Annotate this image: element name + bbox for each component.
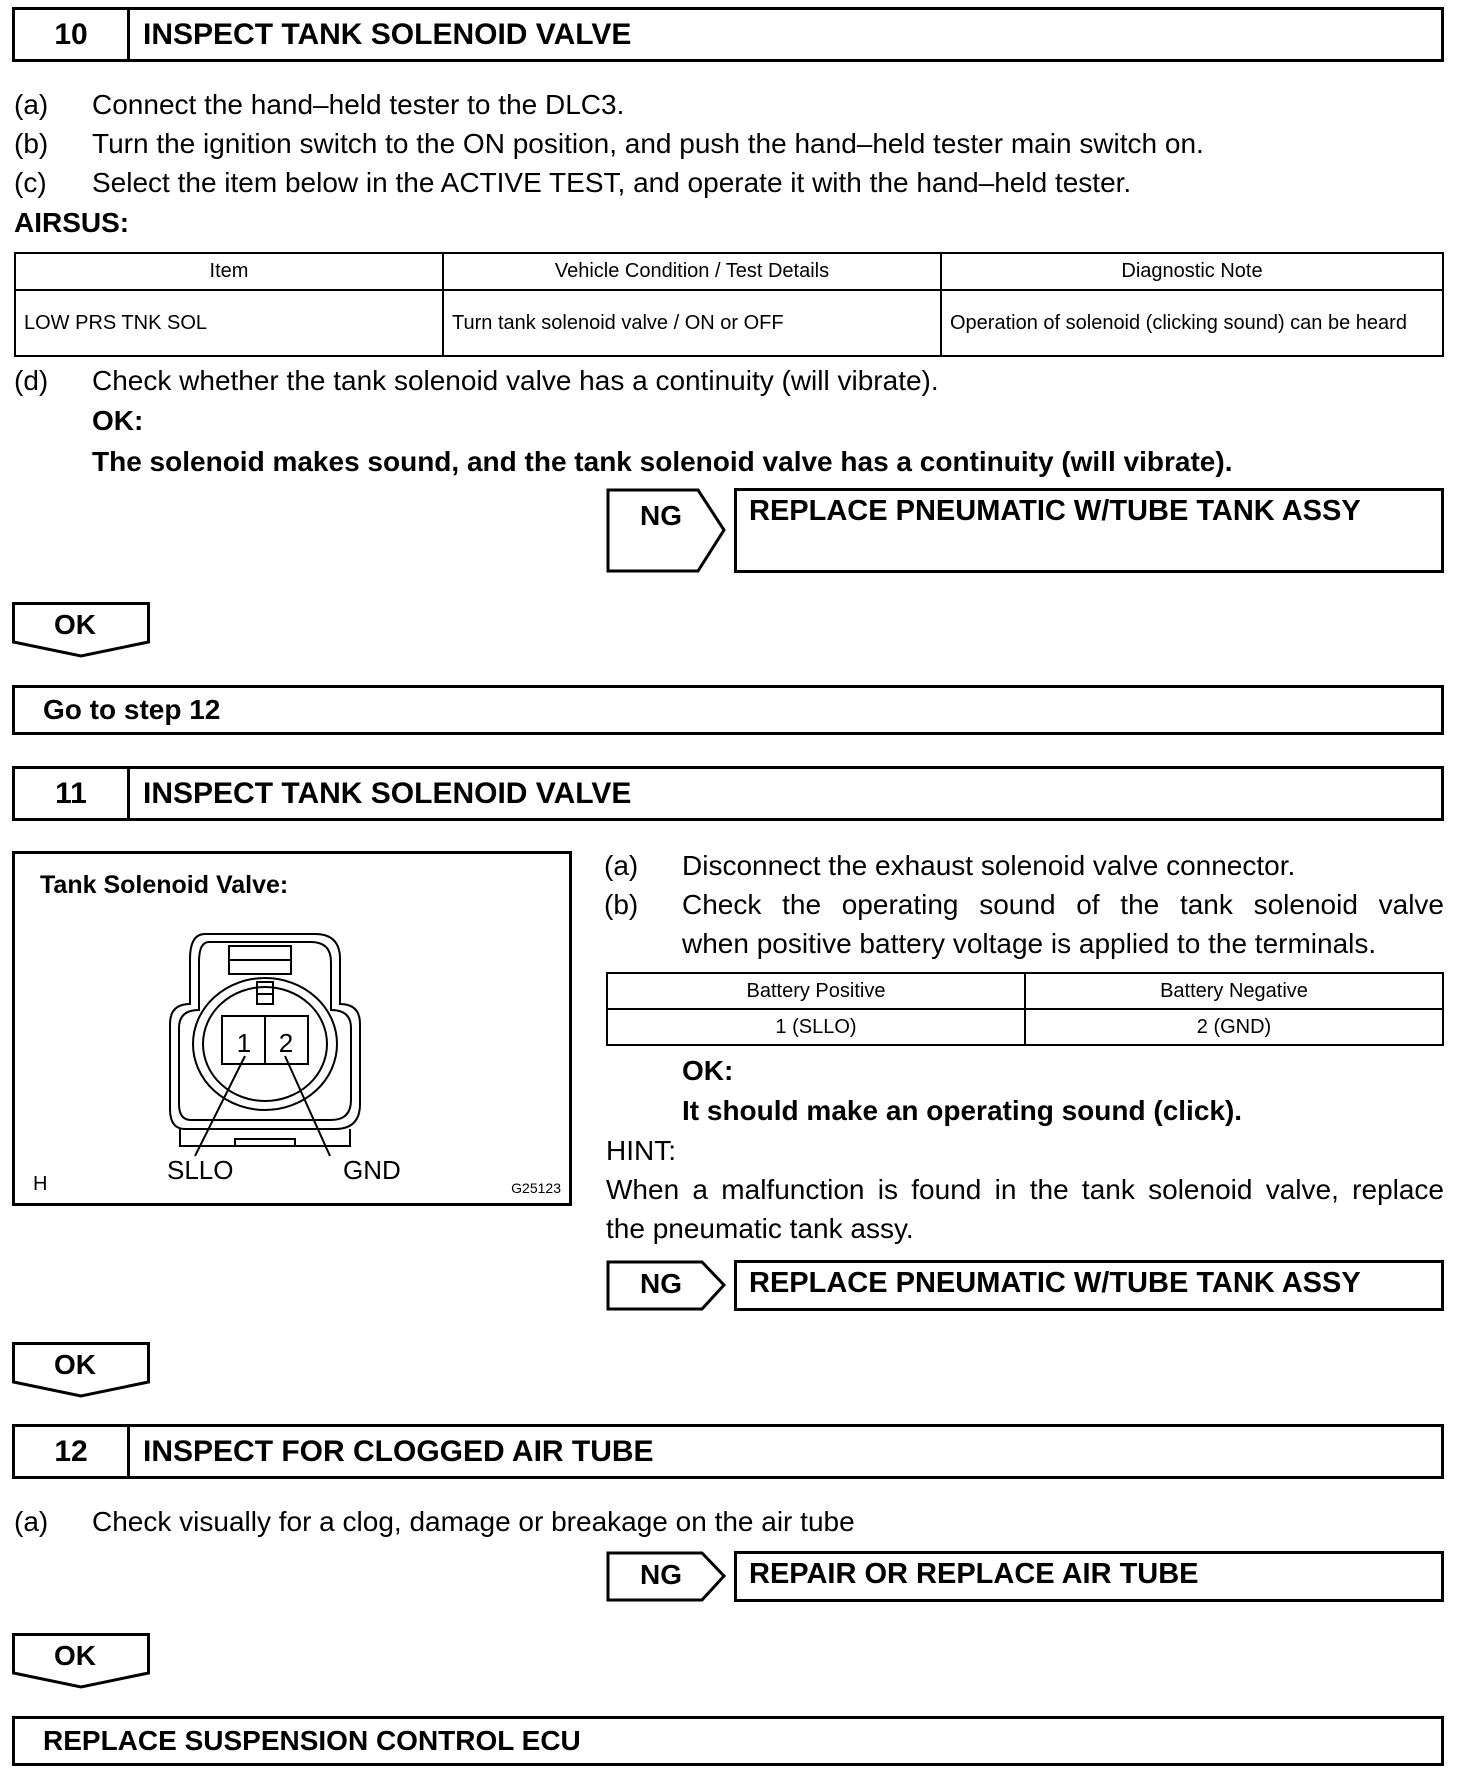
connector-figure — [12, 851, 572, 1206]
pin-2-label: 2 — [278, 1028, 294, 1058]
item-marker: (a) — [14, 1506, 49, 1537]
table-caption: AIRSUS: — [14, 207, 130, 238]
step-number: 10 — [15, 10, 130, 59]
table-cell: Turn tank solenoid valve / ON or OFF — [443, 290, 941, 356]
table-header-cell: Battery Negative — [1025, 973, 1443, 1009]
instruction-text: Select the item below in the ACTIVE TEST, and operate it with the hand–held tester. — [92, 167, 1132, 198]
ok-label: OK: — [92, 405, 144, 436]
table-cell: Operation of solenoid (clicking sound) can be heard — [941, 290, 1443, 356]
instruction-text: Connect the hand–held tester to the DLC3. — [92, 89, 625, 120]
ok-criteria: The solenoid makes sound, and the tank solenoid valve has a continuity (will vibrate). — [92, 446, 1233, 477]
step-title: INSPECT TANK SOLENOID VALVE — [143, 777, 632, 810]
instruction-text: Check the operating sound of the tank solenoid valve — [682, 889, 1444, 920]
item-marker: (a) — [604, 850, 639, 881]
step-11-header — [12, 766, 1444, 821]
final-action-text: REPLACE SUSPENSION CONTROL ECU — [43, 1725, 581, 1756]
ok-arrow-label: OK — [54, 1640, 96, 1671]
goto-box — [12, 685, 1444, 735]
figure-corner-letter: H — [33, 1173, 48, 1195]
ok-criteria: It should make an operating sound (click). — [682, 1095, 1243, 1126]
hint-text: When a malfunction is found in the tank solenoid valve, replace — [606, 1174, 1444, 1205]
instruction-text: Check whether the tank solenoid valve has a continuity (will vibrate). — [92, 365, 939, 396]
ng-action-box — [734, 1260, 1444, 1311]
gnd-label: GND — [343, 1155, 401, 1185]
connector-diagram — [165, 924, 415, 1184]
step-number: 12 — [15, 1427, 130, 1476]
ng-action-box — [734, 1551, 1444, 1602]
battery-table — [606, 972, 1444, 1046]
item-marker: (a) — [14, 89, 49, 120]
hint-label: HINT: — [606, 1135, 676, 1166]
table-header-row — [607, 973, 1443, 1009]
final-action-box — [12, 1716, 1444, 1766]
ng-action-text: REPAIR OR REPLACE AIR TUBE — [749, 1558, 1199, 1590]
table-cell: 2 (GND) — [1025, 1009, 1443, 1045]
figure-title: Tank Solenoid Valve: — [40, 871, 289, 899]
step-title: INSPECT TANK SOLENOID VALVE — [143, 18, 632, 51]
table-header-cell: Item — [15, 253, 443, 290]
table-cell: LOW PRS TNK SOL — [15, 290, 443, 356]
step-title: INSPECT FOR CLOGGED AIR TUBE — [143, 1435, 654, 1468]
instruction-text: when positive battery voltage is applied to the terminals. — [682, 928, 1377, 959]
sllo-label: SLLO — [167, 1155, 234, 1185]
table-row — [607, 1009, 1443, 1045]
ok-arrow-label: OK — [54, 1349, 96, 1380]
item-marker: (b) — [604, 889, 639, 920]
ok-arrow-label: OK — [54, 609, 96, 640]
instruction-text: Check visually for a clog, damage or breakage on the air tube — [92, 1506, 855, 1537]
figure-code: G25123 — [511, 1180, 561, 1196]
ng-action-box — [734, 488, 1444, 573]
ng-label: NG — [640, 1268, 682, 1299]
ng-action-text: REPLACE PNEUMATIC W/TUBE TANK ASSY — [749, 495, 1361, 527]
item-marker: (b) — [14, 128, 49, 159]
table-header-cell: Diagnostic Note — [941, 253, 1443, 290]
table-cell: 1 (SLLO) — [607, 1009, 1025, 1045]
pin-1-label: 1 — [236, 1028, 252, 1058]
ng-label: NG — [640, 500, 682, 531]
instruction-text: Turn the ignition switch to the ON position, and push the hand–held tester main switch on. — [92, 128, 1204, 159]
ok-label: OK: — [682, 1055, 734, 1086]
active-test-table — [14, 252, 1444, 357]
instruction-text: Disconnect the exhaust solenoid valve connector. — [682, 850, 1296, 881]
ng-label: NG — [640, 1559, 682, 1590]
item-marker: (c) — [14, 167, 47, 198]
step-number: 11 — [15, 769, 130, 818]
hint-text: the pneumatic tank assy. — [606, 1213, 914, 1244]
ng-action-text: REPLACE PNEUMATIC W/TUBE TANK ASSY — [749, 1267, 1361, 1299]
step-12-header — [12, 1424, 1444, 1479]
step-10-header — [12, 7, 1444, 62]
table-header-cell: Vehicle Condition / Test Details — [443, 253, 941, 290]
goto-text: Go to step 12 — [43, 694, 221, 725]
table-header-cell: Battery Positive — [607, 973, 1025, 1009]
table-row — [15, 290, 1443, 356]
table-header-row — [15, 253, 1443, 290]
item-marker: (d) — [14, 365, 49, 396]
